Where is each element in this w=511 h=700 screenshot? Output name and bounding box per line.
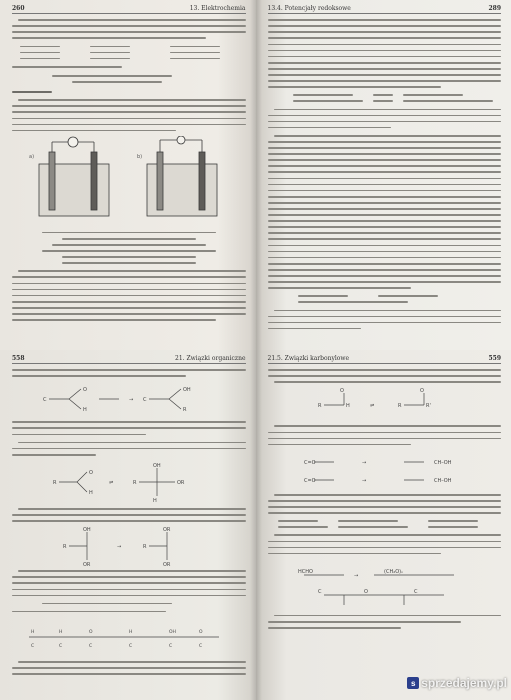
svg-text:b): b) [136, 153, 142, 160]
svg-text:C: C [318, 588, 322, 595]
polymer-formula [284, 559, 484, 611]
bottom-spread [0, 350, 511, 700]
svg-text:O: O [340, 388, 345, 395]
svg-text:H: H [128, 629, 133, 635]
svg-text:(CH₂O)ₙ: (CH₂O)ₙ [384, 568, 404, 575]
hemiacetal-formula [29, 460, 229, 504]
svg-text:C: C [128, 643, 132, 649]
svg-text:C=O: C=O [304, 477, 316, 484]
svg-text:C: C [42, 397, 47, 404]
svg-text:O: O [88, 469, 93, 476]
paragraph [12, 268, 246, 323]
page-260 [0, 0, 256, 350]
paragraph [12, 64, 246, 70]
svg-text:C: C [142, 397, 147, 404]
svg-text:⇌: ⇌ [370, 403, 375, 410]
paragraph [12, 439, 246, 457]
svg-text:O: O [364, 588, 369, 595]
svg-text:H: H [88, 489, 93, 496]
running-head [12, 355, 246, 364]
equation [52, 73, 246, 85]
watermark-logo [407, 676, 507, 690]
paragraph [268, 492, 502, 516]
svg-text:→: → [128, 397, 133, 404]
svg-text:OR: OR [176, 479, 185, 486]
svg-text:→: → [362, 477, 367, 484]
paragraph [12, 367, 246, 379]
svg-text:CH–OH: CH–OH [434, 477, 452, 484]
svg-text:R: R [142, 544, 147, 551]
svg-text:C: C [58, 643, 62, 649]
svg-text:H: H [58, 629, 63, 635]
equation [293, 92, 502, 104]
page-289 [256, 0, 511, 350]
paragraph [268, 613, 502, 631]
svg-text:R: R [398, 403, 402, 410]
svg-text:CH–OH: CH–OH [434, 459, 452, 466]
svg-text:R: R [52, 479, 57, 486]
svg-text:→: → [116, 544, 121, 551]
sprzedajemy-logo-icon: s [407, 677, 419, 689]
svg-text:C: C [88, 643, 92, 649]
paragraph [12, 568, 246, 598]
equation [278, 518, 502, 530]
svg-text:OH: OH [82, 527, 91, 534]
figure-caption [42, 230, 216, 267]
running-title: 21. Związki organiczne [175, 355, 246, 362]
page-559 [256, 350, 511, 700]
running-title: 21.5. Związki karbonylowe [267, 355, 350, 362]
paragraph [268, 423, 502, 447]
acetal-formula [29, 526, 229, 566]
structural-formula [29, 381, 229, 417]
svg-text:R: R [318, 403, 322, 410]
svg-text:H: H [30, 629, 35, 635]
akumulator-figure [19, 136, 239, 228]
paragraph [12, 17, 246, 41]
watermark-text: sprzedajemy.pl [421, 676, 507, 690]
svg-text:OR: OR [162, 562, 171, 567]
paragraph [268, 106, 502, 130]
svg-text:OH: OH [168, 629, 176, 635]
page-number: 289 [488, 5, 501, 12]
svg-text:H: H [152, 497, 157, 504]
svg-text:H: H [82, 407, 87, 414]
aldol-formula [19, 617, 239, 657]
paragraph [268, 307, 502, 331]
svg-text:O: O [88, 629, 93, 635]
paragraph [268, 367, 502, 385]
svg-text:HCHO: HCHO [298, 568, 314, 575]
svg-text:⇌: ⇌ [108, 479, 113, 486]
section-heading [12, 89, 246, 95]
svg-text:O: O [82, 387, 87, 394]
paragraph [268, 133, 502, 291]
svg-text:C=O: C=O [304, 459, 316, 466]
svg-text:C: C [30, 643, 34, 649]
paragraph [12, 609, 246, 615]
running-title: 13. Elektrochemia [189, 5, 246, 12]
svg-text:OH: OH [182, 387, 191, 394]
page-number: 558 [12, 355, 25, 362]
equation-block [20, 43, 246, 61]
page-number: 559 [488, 355, 501, 362]
paragraph [268, 532, 502, 556]
carbonyl-formula [284, 387, 484, 421]
page-number: 260 [12, 5, 25, 12]
equation [42, 601, 246, 607]
svg-text:C: C [414, 588, 418, 595]
svg-text:C: C [168, 643, 172, 649]
svg-text:→: → [362, 459, 367, 466]
page-558 [0, 350, 256, 700]
running-head [268, 5, 502, 14]
svg-text:R': R' [426, 403, 432, 410]
paragraph [12, 659, 246, 677]
svg-text:OR: OR [82, 562, 91, 567]
equation [298, 293, 502, 305]
paragraph [12, 97, 246, 134]
svg-text:O: O [420, 388, 425, 395]
svg-text:R: R [182, 407, 187, 414]
svg-text:C: C [198, 643, 202, 649]
running-head [268, 355, 502, 364]
svg-text:R: R [132, 479, 137, 486]
svg-text:a): a) [28, 153, 34, 160]
svg-text:H: H [346, 403, 351, 410]
svg-text:O: O [198, 629, 203, 635]
reduction-formula [284, 450, 484, 490]
svg-text:R: R [62, 544, 67, 551]
svg-text:→: → [354, 572, 359, 579]
svg-text:OR: OR [162, 527, 171, 534]
running-head [12, 5, 246, 14]
svg-text:OH: OH [152, 462, 161, 469]
paragraph [12, 419, 246, 437]
running-title: 13.4. Potencjały redoksowe [267, 5, 351, 12]
paragraph [12, 506, 246, 524]
paragraph [268, 17, 502, 90]
